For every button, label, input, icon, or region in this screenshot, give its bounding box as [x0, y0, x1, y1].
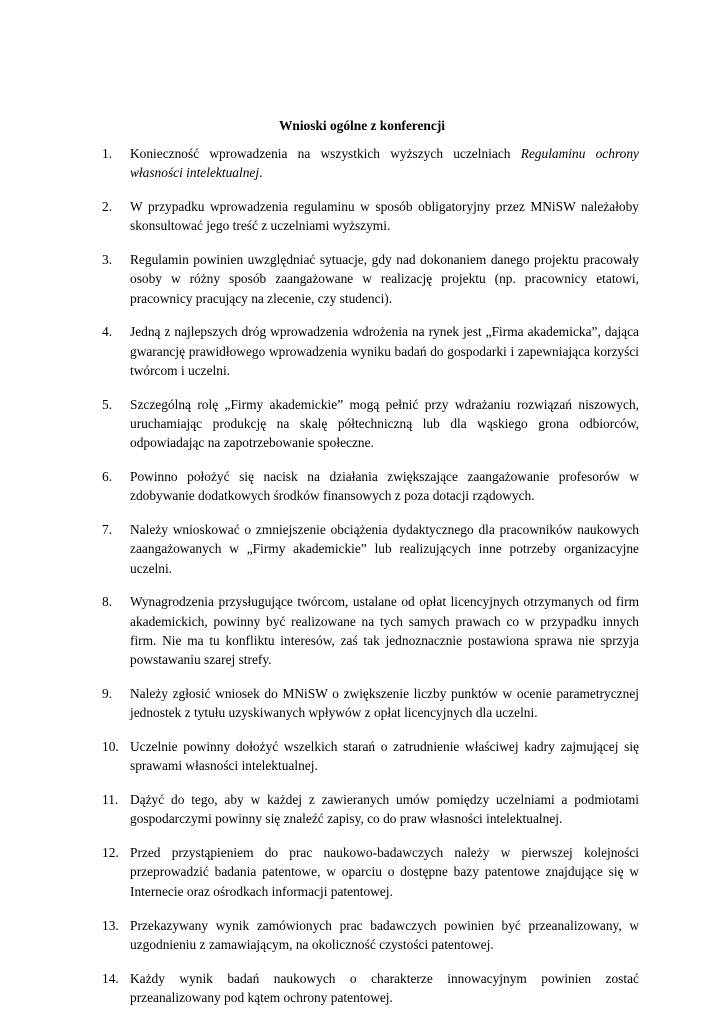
item-text: Każdy wynik badań naukowych o charakterze innowacyjnym powinien zostać przeanalizowany pod kątem ochrony patentowej.	[130, 970, 639, 1005]
list-item	[92, 197, 639, 235]
item-number: 3.	[102, 252, 113, 268]
list-item	[92, 144, 639, 182]
italic-regulation-name: Regulaminu ochrony własności intelektualnej	[130, 146, 639, 181]
item-text: Przekazywany wynik zamówionych prac badawczych powinien być przeanalizowany, w uzgodnieniu z zamawiającym, na okoliczność czystości patentowej.	[130, 917, 639, 952]
item-number: 14.	[102, 970, 119, 986]
item-text: W przypadku wprowadzenia regulaminu w sposób obligatoryjny przez MNiSW należałoby skonsultować jego treść z uczelniami wyższymi.	[130, 199, 639, 234]
list-item	[92, 250, 639, 308]
item-text: Regulamin powinien uwzględniać sytuacje, gdy nad dokonaniem danego projektu pracowały osoby w różny sposób zaangażowane w realizację projektu (np. pracownicy etatowi, pracownicy pracujący na zlecenie, czy studenci).	[130, 252, 639, 306]
item-number: 6.	[102, 469, 113, 485]
item-number: 12.	[102, 845, 119, 861]
item-number: 5.	[102, 396, 113, 412]
list-item	[92, 737, 639, 775]
list-item	[92, 790, 639, 828]
list-item	[92, 684, 639, 722]
list-item	[92, 395, 639, 453]
list-item	[92, 916, 639, 954]
conclusions-list	[92, 144, 639, 1022]
item-text: Uczelnie powinny dołożyć wszelkich starań o zatrudnienie właściwej kadry zajmującej się sprawami własności intelektualnej.	[130, 739, 639, 774]
item-number: 7.	[102, 522, 113, 538]
list-item	[92, 969, 639, 1007]
document-title: Wnioski ogólne z konferencji	[278, 118, 446, 133]
item-text: Należy wnioskować o zmniejszenie obciążenia dydaktycznego dla pracowników naukowych zaangażowanych w „Firmy akademickie” lub realizujących inne potrzeby organizacyjne uczelni.	[130, 522, 639, 576]
item-text: Należy zgłosić wniosek do MNiSW o zwiększenie liczby punktów w ocenie parametrycznej jednostek z tytułu uzyskiwanych wpływów z opłat licencyjnych dla uczelni.	[130, 685, 639, 721]
item-number: 1.	[102, 146, 113, 161]
item-number: 2.	[102, 199, 113, 215]
item-number: 4.	[102, 324, 113, 340]
list-item	[92, 520, 639, 578]
item-number: 11.	[102, 792, 119, 808]
item-number: 8.	[102, 594, 113, 610]
item-text: Przed przystąpieniem do prac naukowo-badawczych należy w pierwszej kolejności przeprowadzić badania patentowe, w oparciu o dostępne bazy patentowe znajdujące się w Internecie oraz ośrodkach informacji patentowej.	[130, 845, 639, 899]
list-item	[92, 467, 639, 505]
list-item	[92, 843, 639, 901]
item-text: Jedną z najlepszych dróg wprowadzenia wdrożenia na rynek jest „Firma akademicka”, dająca gwarancję prawidłowego wprowadzenia wyniku badań do gospodarki i zapewniająca korzyści twórcom i uczelni.	[130, 324, 639, 378]
item-text: Konieczność wprowadzenia na wszystkich wyższych uczelniach Regulaminu ochrony własności intelektualnej.	[130, 146, 639, 181]
item-text: Wynagrodzenia przysługujące twórcom, ustalane od opłat licencyjnych otrzymanych od firm akademickich, powinny być realizowane na tych samych prawach co w przypadku innych firm. Nie ma tu konfliktu interesów, zaś tak jednoznacznie postawiona sprawa nie sprzyja powstawaniu szarej strefy.	[130, 594, 639, 668]
item-number: 9.	[102, 685, 113, 701]
list-item	[92, 322, 639, 380]
item-number: 13.	[102, 917, 119, 933]
item-text: Dążyć do tego, aby w każdej z zawieranych umów pomiędzy uczelniami a podmiotami gospodarczymi powinny się znaleźć zapisy, co do praw własności intelektualnej.	[130, 792, 639, 827]
item-number: 10.	[102, 739, 119, 755]
item-text: Powinno położyć się nacisk na działania zwiększające zaangażowanie profesorów w zdobywanie dodatkowych środków finansowych z poza dotacji rządowych.	[130, 469, 639, 504]
item-text: Szczególną rolę „Firmy akademickie” mogą pełnić przy wdrażaniu rozwiązań niszowych, uruchamiając produkcję na skalę półtechniczną lub dla wąskiego grona odbiorców, odpowiadając na zapotrzebowanie społeczne.	[130, 396, 639, 451]
list-item	[92, 592, 639, 669]
